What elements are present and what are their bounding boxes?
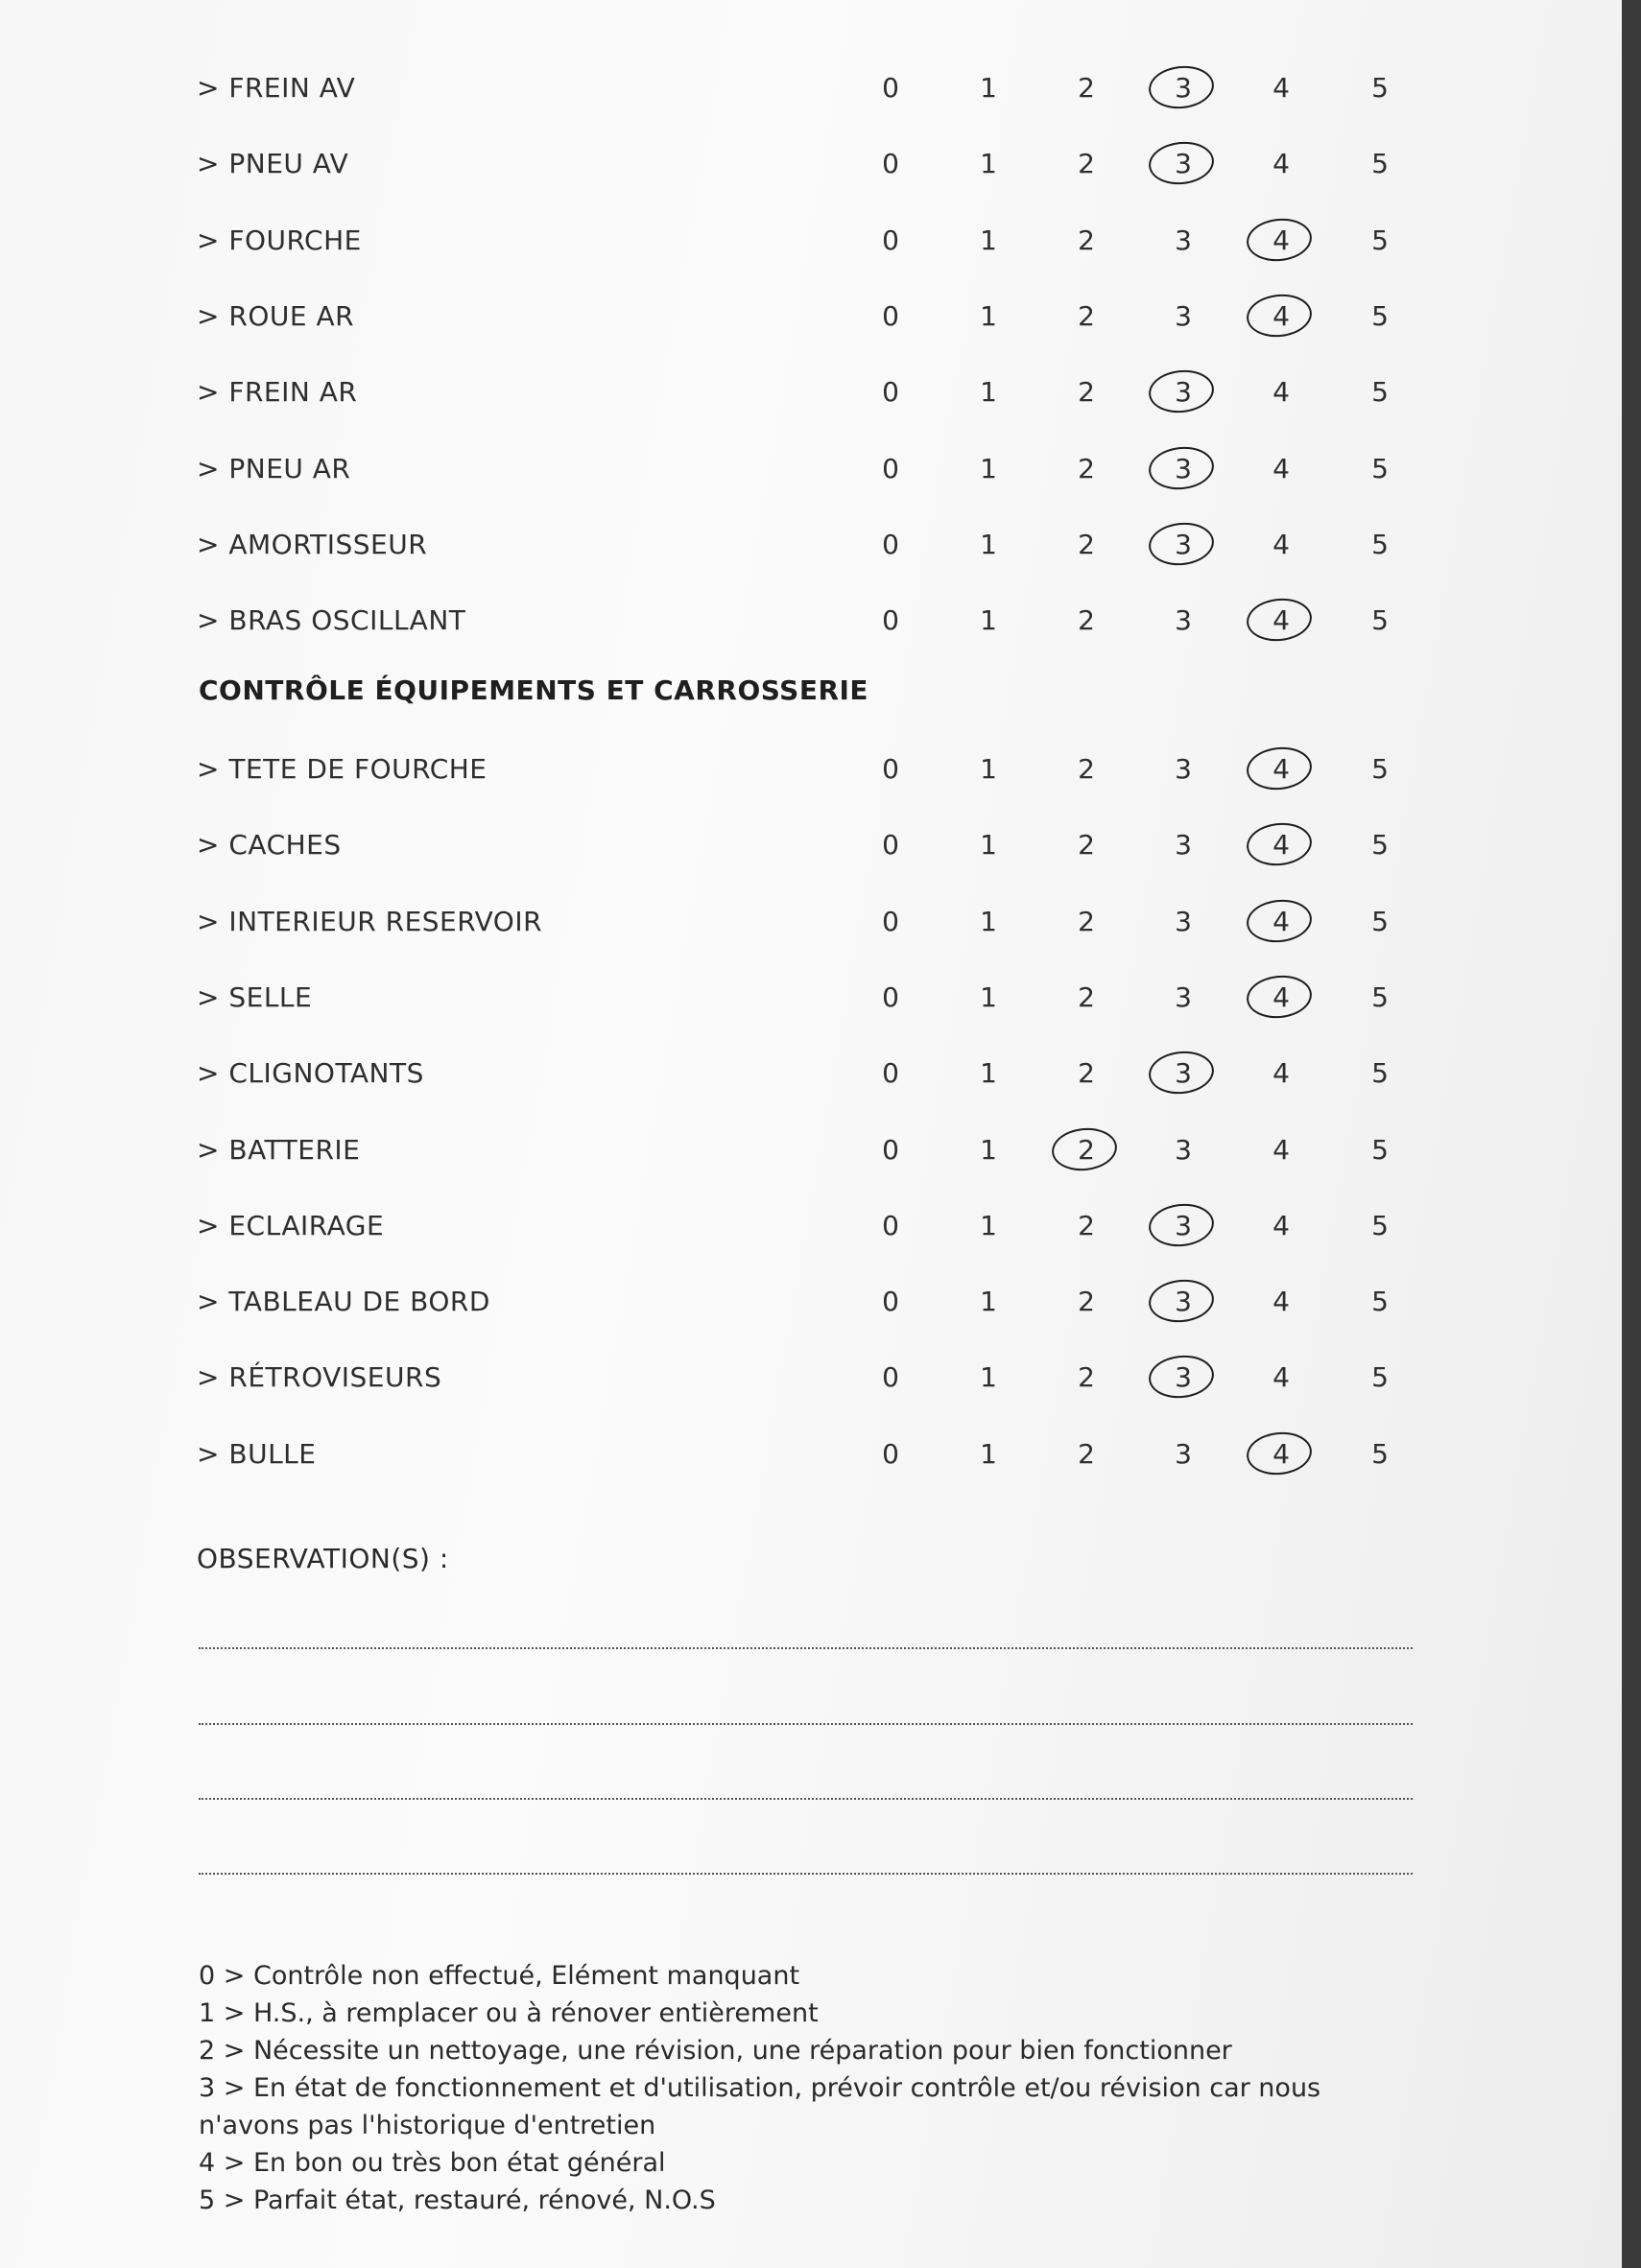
score-option[interactable]: 1 xyxy=(980,1286,997,1318)
legend-line: 2 > Nécessite un nettoyage, une révision, une réparation pour bien fonctionner xyxy=(199,2036,1232,2066)
score-option[interactable]: 2 xyxy=(1078,224,1095,256)
score-option[interactable]: 2 xyxy=(1078,148,1095,180)
score-option[interactable]: 5 xyxy=(1371,905,1389,937)
score-option[interactable]: 1 xyxy=(980,1133,997,1166)
score-option[interactable]: 5 xyxy=(1371,1057,1389,1090)
checklist-item-label: > FREIN AR xyxy=(197,376,358,409)
checklist-row xyxy=(0,1122,1622,1179)
observation-line[interactable] xyxy=(199,1873,1413,1875)
legend-line: 3 > En état de fonctionnement et d'utilisation, prévoir contrôle et/ou révision car nous xyxy=(199,2073,1321,2103)
legend-line: 5 > Parfait état, restauré, rénové, N.O.S xyxy=(199,2185,716,2215)
checklist-row xyxy=(0,1045,1622,1102)
score-option[interactable]: 3 xyxy=(1175,1437,1192,1470)
score-option[interactable]: 5 xyxy=(1371,148,1389,180)
score-option[interactable]: 2 xyxy=(1078,980,1095,1013)
score-option[interactable]: 5 xyxy=(1371,528,1389,560)
score-option[interactable]: 5 xyxy=(1371,1437,1389,1470)
score-option[interactable]: 3 xyxy=(1175,829,1192,862)
score-option[interactable]: 4 xyxy=(1272,1057,1290,1090)
checklist-row xyxy=(0,440,1622,498)
checklist-item-label: > AMORTISSEUR xyxy=(197,528,428,560)
checklist-item-label: > PNEU AR xyxy=(197,452,351,484)
score-option[interactable]: 2 xyxy=(1078,1437,1095,1470)
checklist-row xyxy=(0,59,1622,117)
checklist-item-label: > PNEU AV xyxy=(197,148,349,180)
score-option-selected[interactable]: 4 xyxy=(1252,893,1310,951)
score-option[interactable]: 1 xyxy=(980,1057,997,1090)
score-option[interactable]: 0 xyxy=(882,299,899,332)
checklist-item-label: > INTERIEUR RESERVOIR xyxy=(197,905,543,937)
score-option[interactable]: 0 xyxy=(882,905,899,937)
score-option[interactable]: 2 xyxy=(1078,528,1095,560)
score-option[interactable]: 4 xyxy=(1272,452,1290,484)
score-option[interactable]: 2 xyxy=(1078,905,1095,937)
checklist-item-label: > CLIGNOTANTS xyxy=(197,1057,424,1090)
legend-line: 0 > Contrôle non effectué, Elément manquant xyxy=(199,1961,800,1991)
checklist-item-label: > SELLE xyxy=(197,980,313,1013)
legend-line: n'avons pas l'historique d'entretien xyxy=(199,2111,656,2140)
checklist-row xyxy=(0,288,1622,345)
score-option-selected[interactable]: 3 xyxy=(1154,364,1212,421)
score-option-selected[interactable]: 3 xyxy=(1154,440,1212,498)
score-option[interactable]: 1 xyxy=(980,604,997,637)
checklist-row xyxy=(0,212,1622,270)
score-option[interactable]: 3 xyxy=(1175,905,1192,937)
score-option[interactable]: 1 xyxy=(980,299,997,332)
checklist-item-label: > BULLE xyxy=(197,1437,317,1470)
section-title: CONTRÔLE ÉQUIPEMENTS ET CARROSSERIE xyxy=(199,674,869,706)
score-option[interactable]: 2 xyxy=(1078,1209,1095,1241)
score-option-selected[interactable]: 3 xyxy=(1154,59,1212,117)
score-option[interactable]: 2 xyxy=(1078,829,1095,862)
checklist-item-label: > RÉTROVISEURS xyxy=(197,1361,442,1394)
checklist-row xyxy=(0,1273,1622,1331)
score-option[interactable]: 0 xyxy=(882,753,899,785)
score-option[interactable]: 2 xyxy=(1078,753,1095,785)
score-option[interactable]: 4 xyxy=(1272,72,1290,104)
score-option[interactable]: 0 xyxy=(882,72,899,104)
score-option[interactable]: 1 xyxy=(980,452,997,484)
score-option[interactable]: 3 xyxy=(1175,980,1192,1013)
score-option[interactable]: 1 xyxy=(980,1437,997,1470)
checklist-row xyxy=(0,592,1622,650)
checklist-item-label: > FOURCHE xyxy=(197,224,362,256)
score-option-selected[interactable]: 4 xyxy=(1252,1426,1310,1483)
checklist-row xyxy=(0,741,1622,798)
score-option-selected[interactable]: 3 xyxy=(1154,516,1212,574)
score-option[interactable]: 3 xyxy=(1175,1133,1192,1166)
observations-label: OBSERVATION(S) : xyxy=(197,1543,449,1574)
legend-line: 1 > H.S., à remplacer ou à rénover entièrement xyxy=(199,1998,819,2028)
score-option[interactable]: 5 xyxy=(1371,980,1389,1013)
checklist-row xyxy=(0,135,1622,193)
score-option[interactable]: 5 xyxy=(1371,1286,1389,1318)
checklist-item-label: > ECLAIRAGE xyxy=(197,1209,385,1241)
score-option[interactable]: 5 xyxy=(1371,1361,1389,1394)
score-option[interactable]: 1 xyxy=(980,1361,997,1394)
score-option[interactable]: 2 xyxy=(1078,376,1095,409)
score-option[interactable]: 3 xyxy=(1175,753,1192,785)
score-option[interactable]: 1 xyxy=(980,148,997,180)
score-option[interactable]: 1 xyxy=(980,72,997,104)
score-option[interactable]: 5 xyxy=(1371,1209,1389,1241)
score-option[interactable]: 4 xyxy=(1272,1361,1290,1394)
observation-line[interactable] xyxy=(199,1647,1413,1649)
checklist-row xyxy=(0,969,1622,1027)
observation-line[interactable] xyxy=(199,1723,1413,1725)
score-option[interactable]: 5 xyxy=(1371,1133,1389,1166)
score-option-selected[interactable]: 4 xyxy=(1252,969,1310,1027)
score-option[interactable]: 0 xyxy=(882,604,899,637)
score-option[interactable]: 4 xyxy=(1272,1133,1290,1166)
score-option[interactable]: 3 xyxy=(1175,299,1192,332)
score-option[interactable]: 3 xyxy=(1175,224,1192,256)
score-option[interactable]: 2 xyxy=(1078,452,1095,484)
score-option[interactable]: 4 xyxy=(1272,148,1290,180)
score-option[interactable]: 5 xyxy=(1371,753,1389,785)
score-option[interactable]: 0 xyxy=(882,1286,899,1318)
legend-line: 4 > En bon ou très bon état général xyxy=(199,2148,666,2178)
score-option[interactable]: 0 xyxy=(882,376,899,409)
score-option-selected[interactable]: 3 xyxy=(1154,1273,1212,1331)
checklist-item-label: > TABLEAU DE BORD xyxy=(197,1286,490,1318)
score-option[interactable]: 5 xyxy=(1371,829,1389,862)
checklist-row xyxy=(0,364,1622,421)
score-option[interactable]: 2 xyxy=(1078,1057,1095,1090)
checklist-item-label: > BATTERIE xyxy=(197,1133,361,1166)
score-option[interactable]: 2 xyxy=(1078,72,1095,104)
score-option[interactable]: 1 xyxy=(980,528,997,560)
score-option[interactable]: 2 xyxy=(1078,604,1095,637)
score-option[interactable]: 1 xyxy=(980,905,997,937)
score-option-selected[interactable]: 3 xyxy=(1154,1045,1212,1102)
score-option[interactable]: 0 xyxy=(882,1361,899,1394)
checklist-item-label: > TETE DE FOURCHE xyxy=(197,753,488,785)
score-option[interactable]: 5 xyxy=(1371,604,1389,637)
score-option[interactable]: 0 xyxy=(882,1437,899,1470)
score-option[interactable]: 0 xyxy=(882,452,899,484)
score-option[interactable]: 0 xyxy=(882,148,899,180)
score-option[interactable]: 5 xyxy=(1371,299,1389,332)
score-option[interactable]: 4 xyxy=(1272,376,1290,409)
score-option[interactable]: 0 xyxy=(882,980,899,1013)
score-option[interactable]: 1 xyxy=(980,1209,997,1241)
score-option[interactable]: 0 xyxy=(882,829,899,862)
score-option[interactable]: 0 xyxy=(882,1057,899,1090)
score-option[interactable]: 1 xyxy=(980,980,997,1013)
score-option[interactable]: 0 xyxy=(882,1209,899,1241)
score-option[interactable]: 2 xyxy=(1078,1286,1095,1318)
score-option-selected[interactable]: 2 xyxy=(1058,1122,1115,1179)
score-option[interactable]: 1 xyxy=(980,753,997,785)
score-option[interactable]: 1 xyxy=(980,224,997,256)
score-option[interactable]: 2 xyxy=(1078,299,1095,332)
observation-line[interactable] xyxy=(199,1798,1413,1800)
score-option[interactable]: 5 xyxy=(1371,72,1389,104)
score-option-selected[interactable]: 3 xyxy=(1154,1349,1212,1406)
score-option[interactable]: 5 xyxy=(1371,224,1389,256)
score-option-selected[interactable]: 4 xyxy=(1252,816,1310,874)
checklist-item-label: > ROUE AR xyxy=(197,299,355,332)
score-option[interactable]: 1 xyxy=(980,829,997,862)
score-option[interactable]: 5 xyxy=(1371,452,1389,484)
checklist-item-label: > CACHES xyxy=(197,829,342,862)
checklist-row xyxy=(0,893,1622,951)
score-option[interactable]: 0 xyxy=(882,1133,899,1166)
score-option[interactable]: 2 xyxy=(1078,1361,1095,1394)
score-option[interactable]: 1 xyxy=(980,376,997,409)
checklist-row xyxy=(0,816,1622,874)
checklist-item-label: > BRAS OSCILLANT xyxy=(197,604,466,637)
rating-legend xyxy=(199,1957,1446,2219)
score-option[interactable]: 4 xyxy=(1272,1286,1290,1318)
score-option-selected[interactable]: 3 xyxy=(1154,1197,1212,1255)
score-option-selected[interactable]: 4 xyxy=(1252,592,1310,650)
score-option[interactable]: 5 xyxy=(1371,376,1389,409)
checklist-row xyxy=(0,516,1622,574)
score-option[interactable]: 4 xyxy=(1272,1209,1290,1241)
score-option-selected[interactable]: 4 xyxy=(1252,288,1310,345)
checklist-row xyxy=(0,1197,1622,1255)
score-option[interactable]: 0 xyxy=(882,528,899,560)
score-option[interactable]: 0 xyxy=(882,224,899,256)
score-option-selected[interactable]: 4 xyxy=(1252,741,1310,798)
checklist-row xyxy=(0,1349,1622,1406)
score-option[interactable]: 3 xyxy=(1175,604,1192,637)
checklist-row xyxy=(0,1426,1622,1483)
checklist-item-label: > FREIN AV xyxy=(197,72,356,104)
score-option-selected[interactable]: 3 xyxy=(1154,135,1212,193)
score-option[interactable]: 4 xyxy=(1272,528,1290,560)
score-option-selected[interactable]: 4 xyxy=(1252,212,1310,270)
